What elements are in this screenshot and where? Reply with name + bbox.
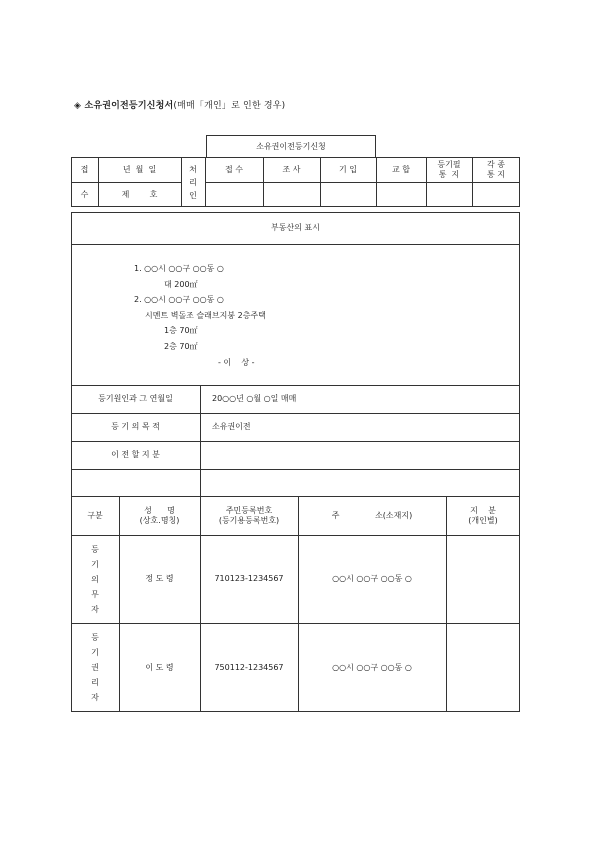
property-line-3: 2. ○○시 ○○구 ○○동 ○	[134, 295, 224, 304]
role-char: 리	[91, 678, 99, 687]
jeop-label: 접	[80, 164, 89, 174]
obligor-role	[71, 535, 119, 623]
role-char: 기	[91, 559, 99, 569]
obligee-id: 750112-1234567	[214, 662, 284, 672]
col-review: 조 사	[282, 164, 301, 174]
col-category: 구분	[87, 510, 103, 520]
col-check: 교 합	[392, 164, 410, 174]
obligee-share	[446, 623, 520, 712]
share-label: 이 전 할 지 분	[111, 450, 160, 460]
role-char: 권	[91, 663, 99, 672]
col-name: 성 명 (상호․명칭)	[139, 506, 180, 525]
title-sub: (매매「개인」로 인한 경우)	[173, 101, 286, 111]
role-char: 무	[91, 589, 99, 599]
cause-value: 20○○년 ○월 ○일 매매	[212, 394, 297, 404]
obligor-id: 710123-1234567	[214, 574, 284, 584]
purpose-value: 소유권이전	[212, 422, 251, 432]
role-char: 자	[91, 693, 99, 702]
role-char: 의	[91, 574, 99, 584]
processor-char-1: 처	[189, 164, 197, 174]
obligor-name: 정 도 령	[145, 574, 174, 584]
col-share: 지 분 (개인별)	[468, 506, 498, 525]
top-label: 소유권이전등기신청	[256, 141, 326, 151]
obligee-name: 이 도 령	[145, 662, 174, 672]
col-id-number: 주민등록번호 (등기용등록번호)	[218, 506, 280, 525]
col-entry: 기 입	[339, 164, 357, 174]
col-receipt: 접 수	[225, 164, 243, 174]
obligor-address: ○○시 ○○구 ○○동 ○	[332, 574, 412, 584]
property-line-2: 대 200㎡	[164, 280, 198, 289]
property-header-divider	[71, 244, 520, 245]
processor-char-3: 인	[189, 190, 197, 200]
obligor-share	[446, 535, 520, 623]
date-label: 년 월 일	[122, 164, 157, 174]
property-line-6: 2층 70㎡	[164, 342, 198, 351]
property-end-marker: - 이 상 -	[218, 358, 255, 367]
number-label: 제 호	[121, 189, 158, 199]
role-char: 등	[91, 544, 99, 554]
col-notify-various: 각 종 통 지	[487, 160, 505, 179]
title-main: ◈ 소유권이전등기신청서	[74, 101, 174, 111]
property-header: 부동산의 표시	[271, 223, 320, 233]
processor-label	[181, 157, 205, 207]
col-notify-complete: 등기필 통 지	[437, 160, 461, 179]
info-row-divider-3	[71, 469, 520, 470]
property-line-5: 1층 70㎡	[164, 326, 198, 335]
purpose-label: 등 기 의 목 적	[111, 422, 160, 432]
role-char: 기	[91, 648, 99, 657]
share-value	[212, 441, 512, 469]
document-title	[74, 98, 285, 111]
property-line-1: 1. ○○시 ○○구 ○○동 ○	[134, 264, 224, 273]
property-line-4: 시멘트 벽돌조 슬래브지붕 2층주택	[145, 311, 266, 320]
col-address: 주 소(소재지)	[331, 510, 413, 520]
su-label: 수	[80, 189, 89, 199]
role-char: 자	[91, 604, 99, 614]
cause-label: 등기원인과 그 연월일	[98, 394, 173, 404]
obligee-address: ○○시 ○○구 ○○동 ○	[332, 662, 412, 672]
role-char: 등	[91, 633, 99, 642]
processor-char-2: 리	[189, 177, 197, 187]
obligee-role	[71, 623, 119, 712]
